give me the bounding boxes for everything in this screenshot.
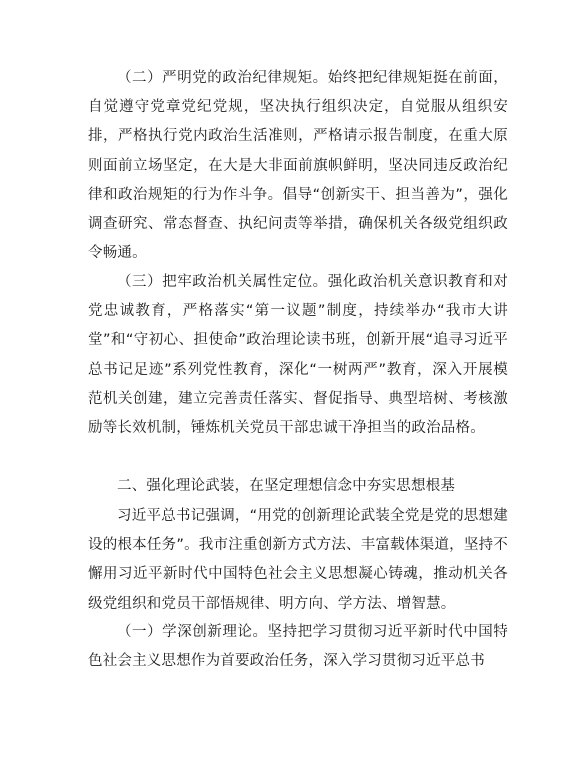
paragraph-study-innovative-theory: （一）学深创新理论。坚持把学习贯彻习近平新时代中国特色社会主义思想作为首要政治任务，深入学习贯彻习近平总书 [88, 624, 508, 670]
paragraph-xi-quote: 习近平总书记强调，“用党的创新理论武装全党是党的思想建设的根本任务”。我市注重创新方式方法、丰富载体渠道，坚持不懈用习近平新时代中国特色社会主义思想凝心铸魂，推动机关各级党组织和党员干部悟规律、明方向、学方法、增智慧。 [88, 508, 508, 612]
paragraph-political-discipline: （二）严明党的政治纪律规矩。始终把纪律规矩挺在前面，自觉遵守党章党纪党规，坚决执行组织决定，自觉服从组织安排，严格执行党内政治生活准则，严格请示报告制度，在重大原则面前立场坚定，在大是大非面前旗帜鲜明，坚决同违反政治纪律和政治规矩的行为作斗争。倡导“创新实干、担当善为”，强化调查研究、常态督查、执纪问责等举措，确保机关各级党组织政令畅通。 [88, 70, 508, 262]
section-heading-theory-armament: 二、强化理论武装，在坚定理想信念中夯实思想根基 [117, 478, 456, 494]
paragraph-political-organ-attribute: （三）把牢政治机关属性定位。强化政治机关意识教育和对党忠诚教育，严格落实“第一议题”制度，持续举办“我市大讲堂”和“守初心、担使命”政治理论读书班，创新开展“追寻习近平总书记足迹”系列党性教育，深化“一树两严”教育，深入开展模范机关创建，建立完善责任落实、督促指导、典型培树、考核激励等长效机制，锤炼机关党员干部忠诚干净担当的政治品格。 [88, 274, 508, 437]
